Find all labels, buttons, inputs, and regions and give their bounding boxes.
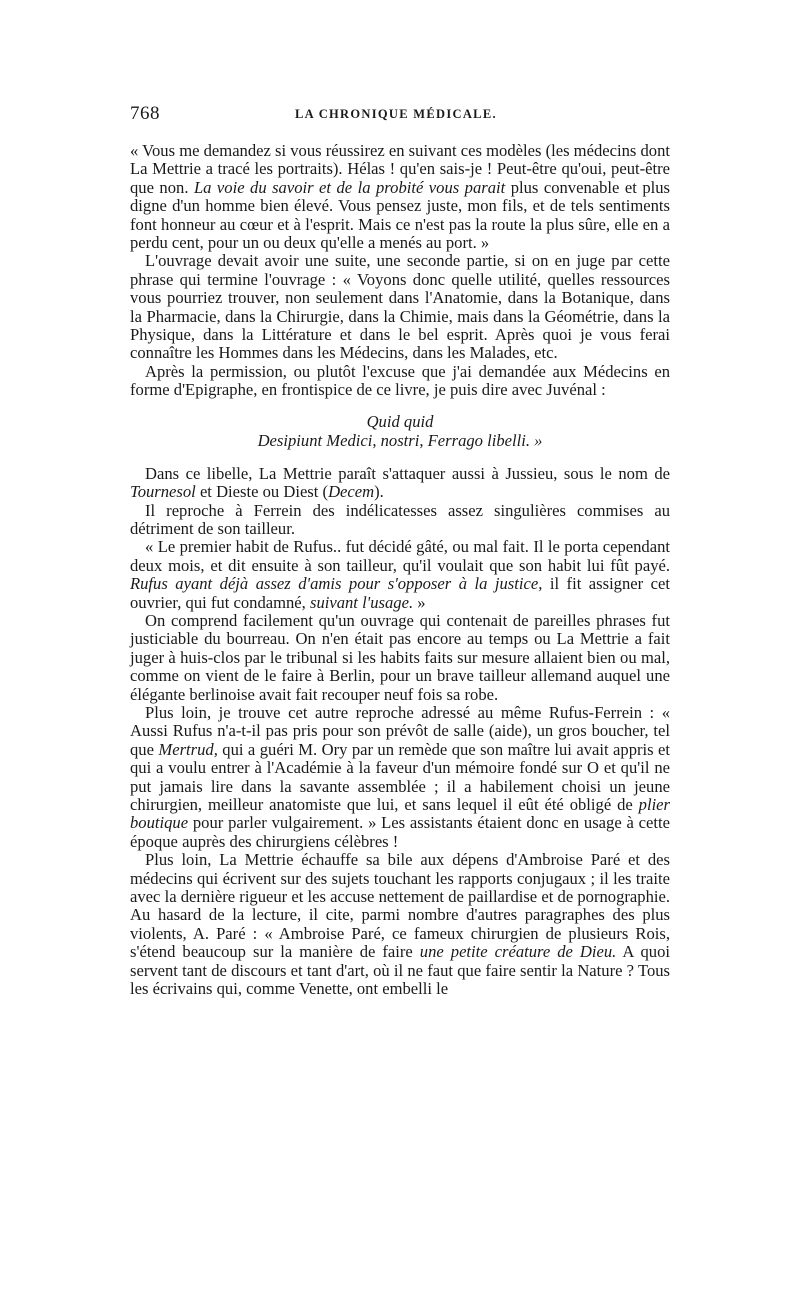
text-run: il fit assigner cet ouvrier, qui fut condamné,: [130, 574, 670, 612]
text-run: Dans ce libelle, La Mettrie paraît s'attaquer aussi à Jussieu, sous le nom de: [145, 463, 670, 483]
paragraph: [130, 502, 670, 539]
page-header: [130, 103, 670, 129]
text-run: « Le premier habit de Rufus.. fut décidé gâté, ou mal fait. Il le porta cependant deux mois, et dit ensuite à son tailleur, qu'il voulait que son habit lui fût payé.: [130, 537, 670, 575]
paragraph: [130, 465, 670, 502]
italic-text: plier boutique: [130, 795, 670, 833]
text-run: On comprend facilement qu'un ouvrage qui contenait de pareilles phrases fut justiciable du bourreau. On n'en était pas encore au temps ou La Mettrie a fait juger à huis-clos par le tribunal si les habits faits sur mesure allaient bien ou mal, comme on vient de le faire à Berlin, pour un brave tailleur allemand auquel une élégante berlinoise avait fait recouper neuf fois sa robe.: [130, 610, 670, 704]
running-title: LA CHRONIQUE MÉDICALE.: [295, 107, 497, 121]
quote-line: Quid quid: [366, 411, 434, 431]
epigraph-quote: [130, 412, 670, 450]
page-content: [130, 0, 670, 1314]
paragraph: [130, 538, 670, 612]
text-run: pour parler vulgairement. » Les assistants étaient donc en usage à cette époque auprès des chirurgiens célèbres !: [130, 813, 670, 851]
italic-text: Rufus ayant déjà assez d'amis pour s'opposer à la justice,: [130, 574, 543, 594]
italic-text: Decem: [328, 482, 375, 502]
text-run: L'ouvrage devait avoir une suite, une seconde partie, si on en juge par cette phrase qui termine l'ouvrage : « Voyons donc quelle utilité, quelles ressources vous pourriez trouver, non seulement dans l'Anatomie, dans la Botanique, dans la Pharmacie, dans la Chirurgie, dans la Chimie, mais dans la Géométrie, dans la Physique, dans la Littérature et dans le bel esprit. Après quoi je vous ferai connaître les Hommes dans les Médecins, dans les Malades, etc.: [130, 251, 670, 363]
paragraph: [130, 363, 670, 400]
italic-text: Mertrud,: [158, 739, 218, 759]
page-number: 768: [130, 103, 160, 124]
text-run: « Vous me demandez si vous réussirez en suivant ces modèles (les médecins dont La Mettrie a tracé les portraits). Hélas ! qu'en sais-je ! Peut-être qu'oui, peut-être que non.: [130, 141, 670, 197]
italic-text: une petite créature de Dieu.: [419, 942, 617, 962]
italic-text: suivant l'usage.: [309, 592, 414, 612]
text-run: ).: [374, 482, 384, 502]
text-run: Plus loin, je trouve cet autre reproche adressé au même Rufus-Ferrein : « Aussi Rufus n'a-t-il pas pris pour son prévôt de salle (aide), un gros boucher, tel que: [130, 702, 670, 759]
quote-line: Desipiunt Medici, nostri, Ferrago libelli. »: [257, 430, 543, 450]
text-run: qui a guéri M. Ory par un remède que son maître lui avait appris et qui a voulu entrer à l'Académie à la faveur d'un mémoire fondé sur O et qu'il ne put jamais lire dans la savante assemblée ; il a habilement choisi un jeune chirurgien, meilleur anatomiste que lui, et sans lequel il eût été obligé de: [130, 739, 670, 814]
paragraph: [130, 252, 670, 362]
paragraph: [130, 851, 670, 998]
text-run: Après la permission, ou plutôt l'excuse que j'ai demandée aux Médecins en forme d'Epigraphe, en frontispice de ce livre, je puis dire avec Juvénal :: [130, 361, 670, 400]
italic-text: La voie du savoir et de la probité vous parait: [193, 177, 506, 197]
text-run: et Dieste ou Diest (: [195, 482, 329, 502]
text-run: Plus loin, La Mettrie échauffe sa bile aux dépens d'Ambroise Paré et des médecins qui écrivent sur des sujets touchant les rapports conjugaux ; il les traite avec la dernière rigueur et les accuse nettement de paillardise et de pornographie. Au hasard de la lecture, il cite, parmi nombre d'autres paragraphes des plus violents, A. Paré : « Ambroise Paré, ce fameux chirurgien de plusieurs Rois, s'étend beaucoup sur la manière de faire: [130, 850, 670, 962]
paragraph: [130, 612, 670, 704]
text-run: »: [413, 592, 426, 612]
text-run: A quoi servent tant de discours et tant d'art, où il ne faut que faire sentir la Nature ? Tous les écrivains qui, comme Venette, ont embelli le: [130, 942, 671, 999]
text-run: Il reproche à Ferrein des indélicatesses assez singulières commises au détriment de son tailleur.: [130, 500, 670, 538]
text-run: plus convenable et plus digne d'un homme bien élevé. Vous pensez juste, mon fils, et de tels sentiments font honneur au cœur et à l'esprit. Mais ce n'est pas la route la plus sûre, elle en a perdu cent, pour un ou deux qu'elle a menés au port. »: [130, 177, 670, 253]
body-text: [130, 142, 670, 998]
paragraph: [130, 704, 670, 851]
paragraph: [130, 142, 670, 252]
italic-text: Tournesol: [130, 482, 196, 502]
